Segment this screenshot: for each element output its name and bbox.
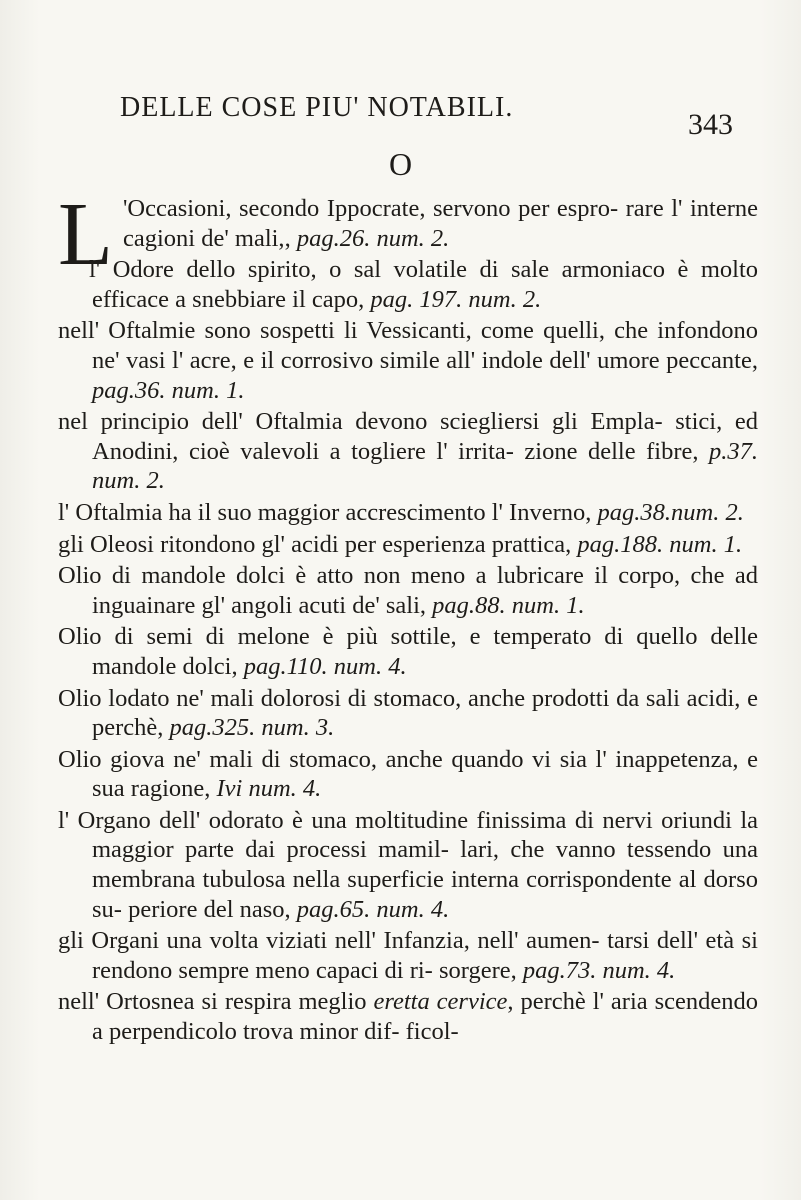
- entry-text: nell' Ortosnea si respira meglio: [58, 988, 367, 1016]
- index-entry: [58, 407, 758, 496]
- entry-text: gli Oleosi ritondono gl' acidi per esperienza prattica,: [58, 530, 572, 558]
- drop-cap: L: [58, 185, 113, 284]
- entry-text: l' Oftalmia ha il suo maggior accrescimento l' Inverno,: [58, 498, 592, 526]
- index-entry: [58, 926, 758, 985]
- entry-ref: Ivi num. 4.: [216, 775, 322, 803]
- entry-text: 'Occasioni, secondo Ippocrate, servono per espro- rare l' interne cagioni de' mali,: [122, 195, 758, 252]
- entry-text: Olio di mandole dolci è atto non meno a lubricare il corpo, che ad inguainare gl' angoli acuti de' sali,: [58, 562, 758, 619]
- index-entry: [58, 987, 758, 1046]
- index-entry: [58, 622, 758, 681]
- entry-text: gli Organi una volta viziati nell' Infanzia, nell' aumen- tarsi dell' età si rendono sempre meno capaci di ri- sorgere,: [58, 927, 758, 984]
- page-number: 343: [688, 108, 733, 141]
- entry-text: Olio lodato ne' mali dolorosi di stomaco, anche prodotti da sali acidi, e perchè,: [58, 684, 758, 742]
- running-title: DELLE COSE PIU' NOTABILI.: [120, 92, 514, 123]
- entry-text: nel principio dell' Oftalmia devono sciegliersi gli Empla- stici, ed Anodini, cioè valevoli a togliere l' irrita- zione delle fibre,: [58, 408, 758, 465]
- entry-ref: pag.36. num. 1.: [92, 376, 245, 404]
- index-entry: L 'Occasioni, secondo Ippocrate, servono per espro- rare l' interne cagioni de' mali,, pag.26. num. 2.: [58, 185, 758, 284]
- index-entry: [58, 316, 758, 405]
- entry-emphasis: eretta cervice: [373, 988, 508, 1016]
- index-entry: [58, 498, 758, 528]
- entry-ref: pag.73. num. 4.: [522, 956, 676, 984]
- entry-text: nell' Oftalmie sono sospetti li Vessicanti, come quelli, che infondono ne' vasi l' acre, e il corrosivo simile all' indole dell' umore peccante,: [58, 317, 758, 374]
- entry-text: Olio di semi di melone è più sottile, e temperato di quello delle mandole dolci,: [58, 623, 758, 680]
- entry-ref: pag.65. num. 4.: [296, 895, 450, 923]
- index-entry: [58, 806, 758, 924]
- entry-text: l' Organo dell' odorato è una moltitudine finissima di nervi oriundi la maggior parte dai processi mamil- lari, che vanno tessendo una membrana tubulosa nella superficie interna corrispondente al dorso su- periore del naso,: [58, 806, 758, 923]
- entry-ref: pag.26. num. 2.: [296, 224, 450, 252]
- entry-text: l' Odore dello spirito, o sal volatile di sale armoniaco è molto efficace a snebbiare il capo,: [88, 256, 758, 313]
- index-entry: [58, 561, 758, 620]
- index-entry: [58, 745, 758, 804]
- entry-ref: pag.325. num. 3.: [169, 714, 335, 742]
- entry-ref: pag. 197. num. 2.: [370, 285, 542, 313]
- section-letter: O: [388, 146, 413, 182]
- entry-ref: pag.188. num. 1.: [577, 530, 743, 558]
- entry-tail: , perchè l' aria scendendo a perpendicolo trova minor dif- ficol-: [92, 988, 759, 1046]
- entry-ref: pag.38.num. 2.: [597, 498, 744, 526]
- entry-ref: pag.110. num. 4.: [243, 652, 407, 680]
- entry-ref: p.37. num. 2.: [92, 437, 758, 495]
- index-entries: [58, 185, 759, 1049]
- index-entry: [58, 255, 758, 314]
- index-entry: [58, 684, 758, 743]
- entry-text: Olio giova ne' mali di stomaco, anche quando vi sia l' inappetenza, e sua ragione,: [58, 745, 758, 803]
- entry-ref: pag.88. num. 1.: [432, 591, 585, 619]
- index-entry: [58, 530, 758, 560]
